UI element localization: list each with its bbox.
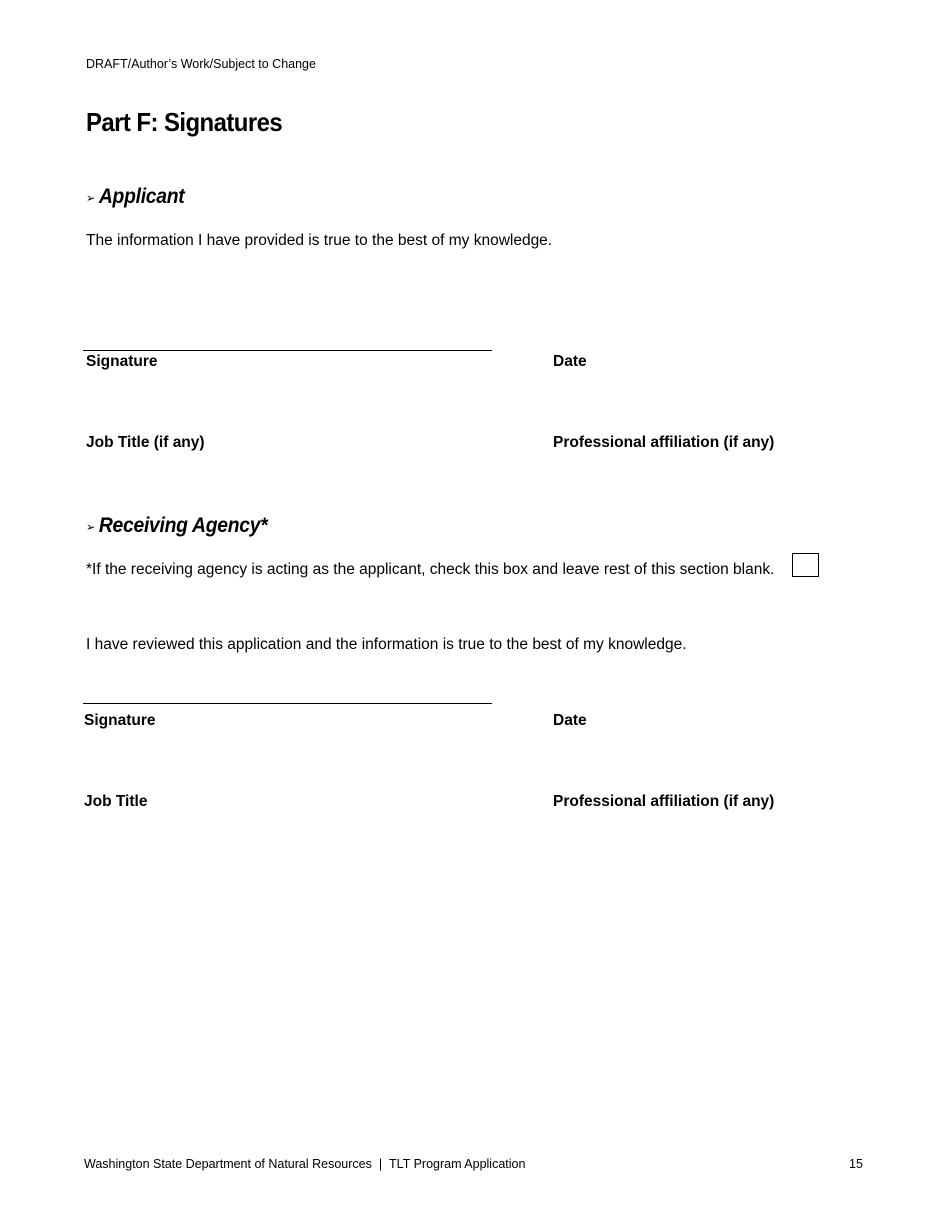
receiving-agency-checkbox-note: *If the receiving agency is acting as the applicant, check this box and leave rest of this section blank. [86,561,775,578]
applicant-signature-line[interactable] [83,350,492,351]
applicant-job-title-label: Job Title (if any) [86,434,205,451]
receiving-agency-statement: I have reviewed this application and the information is true to the best of my knowledge. [86,636,687,653]
page-number: 15 [849,1157,863,1171]
footer-separator: | [378,1157,383,1171]
receiving-agency-signature-label: Signature [84,712,156,729]
receiving-agency-heading [86,513,267,540]
receiving-agency-checkbox[interactable] [792,553,819,577]
arrowhead-bullet-icon: ➢ [86,520,95,534]
arrowhead-bullet-icon: ➢ [86,191,95,205]
footer-organization: Washington State Department of Natural Resources [84,1157,372,1171]
receiving-agency-heading-text: Receiving Agency* [98,514,268,537]
applicant-date-label: Date [553,353,587,370]
applicant-heading [86,184,184,211]
applicant-heading-text: Applicant [98,185,185,208]
applicant-signature-label: Signature [86,353,158,370]
applicant-statement: The information I have provided is true to the best of my knowledge. [86,232,553,249]
page-title: Part F: Signatures [86,107,283,137]
receiving-agency-date-label: Date [553,712,587,729]
receiving-agency-affiliation-label: Professional affiliation (if any) [553,793,775,810]
footer-left [84,1157,525,1172]
receiving-agency-job-title-label: Job Title [84,793,148,810]
footer-document-name: TLT Program Application [389,1157,526,1171]
draft-note: DRAFT/Author’s Work/Subject to Change [86,57,316,71]
applicant-affiliation-label: Professional affiliation (if any) [553,434,775,451]
receiving-agency-signature-line[interactable] [83,703,492,704]
